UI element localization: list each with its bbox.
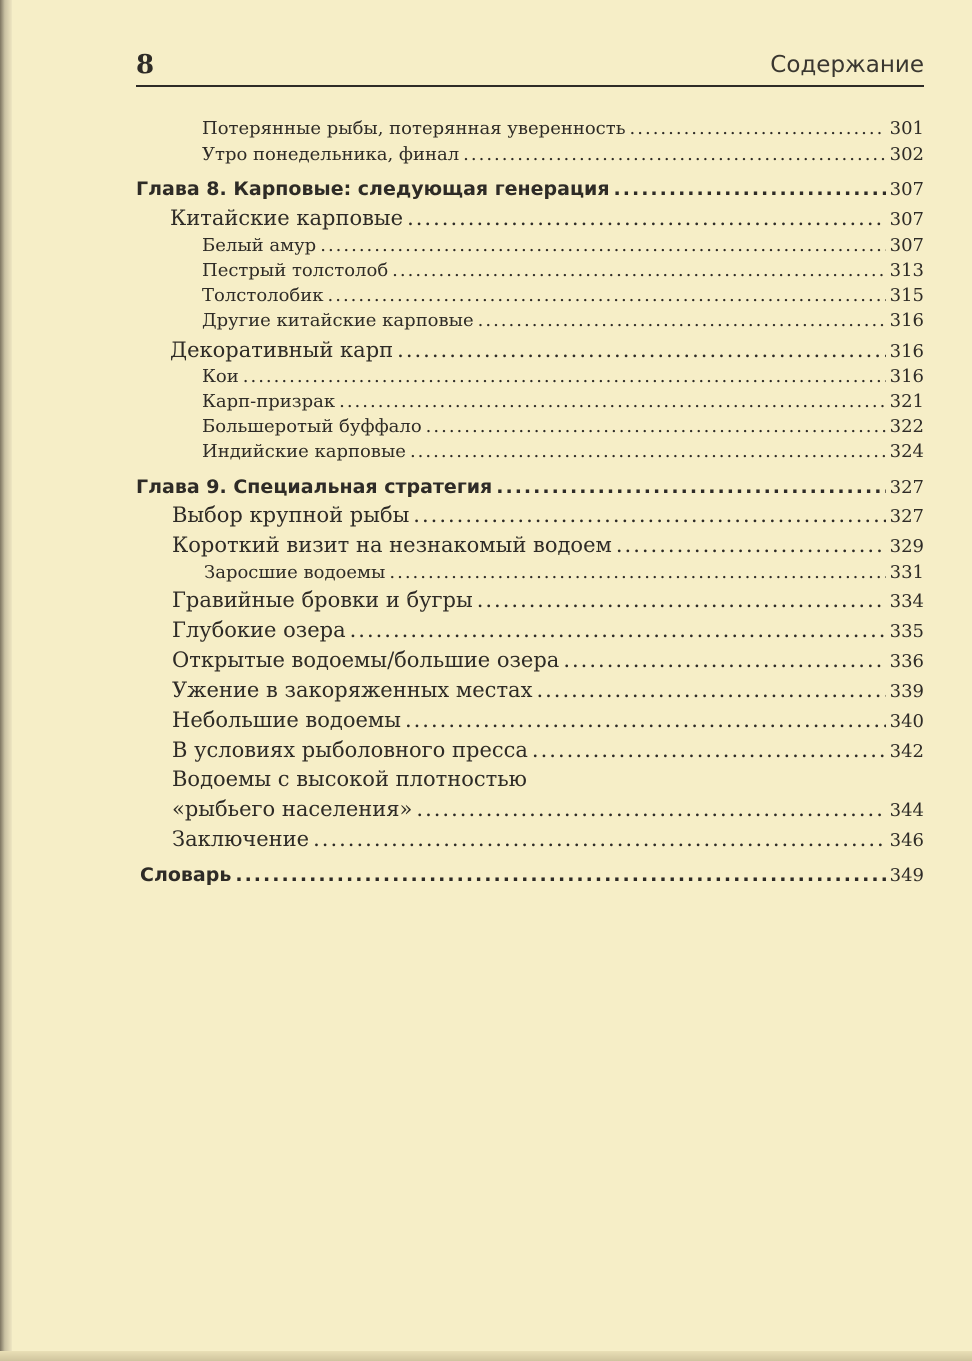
toc-entry-title: Потерянные рыбы, потерянная уверенность [202, 118, 626, 139]
running-header [136, 40, 924, 87]
toc-entry-title: Заключение [172, 827, 310, 851]
toc-entry-page: 315 [889, 285, 924, 306]
page-bottom-edge [0, 1351, 972, 1361]
toc-entry-page: 344 [889, 800, 924, 821]
toc-leader-dots [328, 285, 886, 306]
toc-leader-dots [478, 310, 886, 331]
toc-entry [170, 338, 924, 362]
toc-entry-title: В условиях рыболовного пресса [172, 738, 528, 762]
toc-entry-title: Открытые водоемы/большие озера [172, 648, 560, 672]
toc-entry-title: Пестрый толстолоб [202, 260, 389, 281]
toc-entry [172, 503, 924, 527]
toc-entry-page: 316 [889, 341, 924, 362]
toc-leader-dots [243, 366, 886, 387]
toc-entry-page: 313 [889, 260, 924, 281]
toc-entry [202, 366, 924, 387]
toc-entry-title: Глава 9. Специальная стратегия [136, 476, 493, 498]
toc-entry-page: 339 [889, 681, 924, 702]
toc-leader-dots [477, 588, 886, 612]
toc-leader-dots [313, 827, 886, 851]
toc-entry-title: Большеротый буффало [202, 416, 422, 437]
toc-entry-title: Другие китайские карповые [202, 310, 474, 331]
toc-entry [204, 562, 924, 583]
toc-entry-page: 327 [889, 477, 924, 498]
toc-entry [172, 827, 924, 851]
page-number: 8 [136, 50, 155, 80]
toc-entry-page: 307 [889, 235, 924, 256]
toc-chapter-entry [136, 476, 924, 498]
toc-leader-dots [397, 338, 886, 362]
toc-leader-dots [413, 503, 885, 527]
book-page [136, 40, 924, 1340]
toc-entry [202, 441, 924, 462]
toc-leader-dots [407, 206, 886, 230]
section-title: Содержание [770, 52, 924, 78]
toc-entry-page: 322 [889, 416, 924, 437]
toc-entry-title: Словарь [140, 864, 232, 886]
toc-entry [202, 310, 924, 331]
toc-entry-page: 331 [889, 562, 924, 583]
toc-leader-dots [410, 441, 886, 462]
toc-leader-dots [496, 476, 885, 498]
toc-entry [172, 678, 924, 702]
toc-entry-title: Китайские карповые [170, 206, 404, 230]
toc-entry-page: 346 [889, 830, 924, 851]
toc-leader-dots [463, 144, 885, 165]
toc-leader-dots [563, 648, 885, 672]
toc-chapter-entry [136, 178, 924, 200]
toc-entry-title: «рыбьего населения» [172, 797, 413, 821]
toc-entry-title: Глава 8. Карповые: следующая генерация [136, 178, 610, 200]
toc-entry-title-line1: Водоемы с высокой плотностью [172, 767, 527, 791]
toc-leader-dots [235, 864, 885, 886]
toc-leader-dots [339, 391, 886, 412]
toc-entry-page: 340 [889, 711, 924, 732]
toc-entry-page: 342 [889, 741, 924, 762]
toc-entry-page: 336 [889, 651, 924, 672]
toc-leader-dots [536, 678, 885, 702]
toc-leader-dots [320, 235, 885, 256]
toc-entry [202, 391, 924, 412]
toc-entry-title: Карп-призрак [202, 391, 336, 412]
toc-chapter-entry [140, 864, 924, 886]
toc-entry-page: 329 [889, 536, 924, 557]
toc-entry [202, 235, 924, 256]
toc-entry-title: Заросшие водоемы [204, 562, 386, 583]
toc-entry-title: Белый амур [202, 235, 317, 256]
toc-leader-dots [616, 533, 886, 557]
toc-entry-title: Небольшие водоемы [172, 708, 401, 732]
toc-entry-page: 335 [889, 621, 924, 642]
toc-entry [172, 618, 924, 642]
toc-entry-title: Ужение в закоряженных местах [172, 678, 533, 702]
toc-entry [172, 708, 924, 732]
toc-entry-page: 302 [889, 144, 924, 165]
toc-leader-dots [350, 618, 886, 642]
toc-leader-dots [416, 797, 885, 821]
toc-entry-title: Толстолобик [202, 285, 324, 306]
book-spine-shadow [0, 0, 12, 1361]
toc-leader-dots [532, 738, 886, 762]
toc-leader-dots [389, 562, 885, 583]
toc-entry [202, 144, 924, 165]
toc-entry-page: 316 [889, 310, 924, 331]
toc-leader-dots [614, 178, 886, 200]
toc-entry [202, 118, 924, 139]
toc-entry-title: Кои [202, 366, 239, 387]
toc-entry-title: Индийские карповые [202, 441, 406, 462]
toc-leader-dots [405, 708, 886, 732]
toc-entry [202, 260, 924, 281]
toc-entry-title: Гравийные бровки и бугры [172, 588, 473, 612]
toc-entry [202, 416, 924, 437]
toc-entry-title: Декоративный карп [170, 338, 394, 362]
toc-entry-page: 307 [889, 179, 924, 200]
toc-leader-dots [426, 416, 886, 437]
toc-entry-page: 349 [889, 865, 924, 886]
toc-entry [170, 206, 924, 230]
toc-entry [172, 648, 924, 672]
toc-entry-page: 324 [889, 441, 924, 462]
toc-entry-title: Утро понедельника, финал [202, 144, 460, 165]
toc-entry-title: Глубокие озера [172, 618, 346, 642]
toc-entry [172, 588, 924, 612]
toc-entry [172, 797, 924, 821]
toc-entry-page: 316 [889, 366, 924, 387]
toc-leader-dots [392, 260, 885, 281]
toc-entry [202, 285, 924, 306]
toc-entry-page: 301 [889, 118, 924, 139]
toc-leader-dots [630, 118, 886, 139]
toc-entry-page: 327 [889, 506, 924, 527]
toc-entry-title: Короткий визит на незнакомый водоем [172, 533, 612, 557]
toc-entry [172, 533, 924, 557]
toc-entry-page: 334 [889, 591, 924, 612]
toc-entry-page: 307 [889, 209, 924, 230]
toc-entry [172, 738, 924, 762]
toc-entry-title: Выбор крупной рыбы [172, 503, 410, 527]
toc-entry-page: 321 [889, 391, 924, 412]
